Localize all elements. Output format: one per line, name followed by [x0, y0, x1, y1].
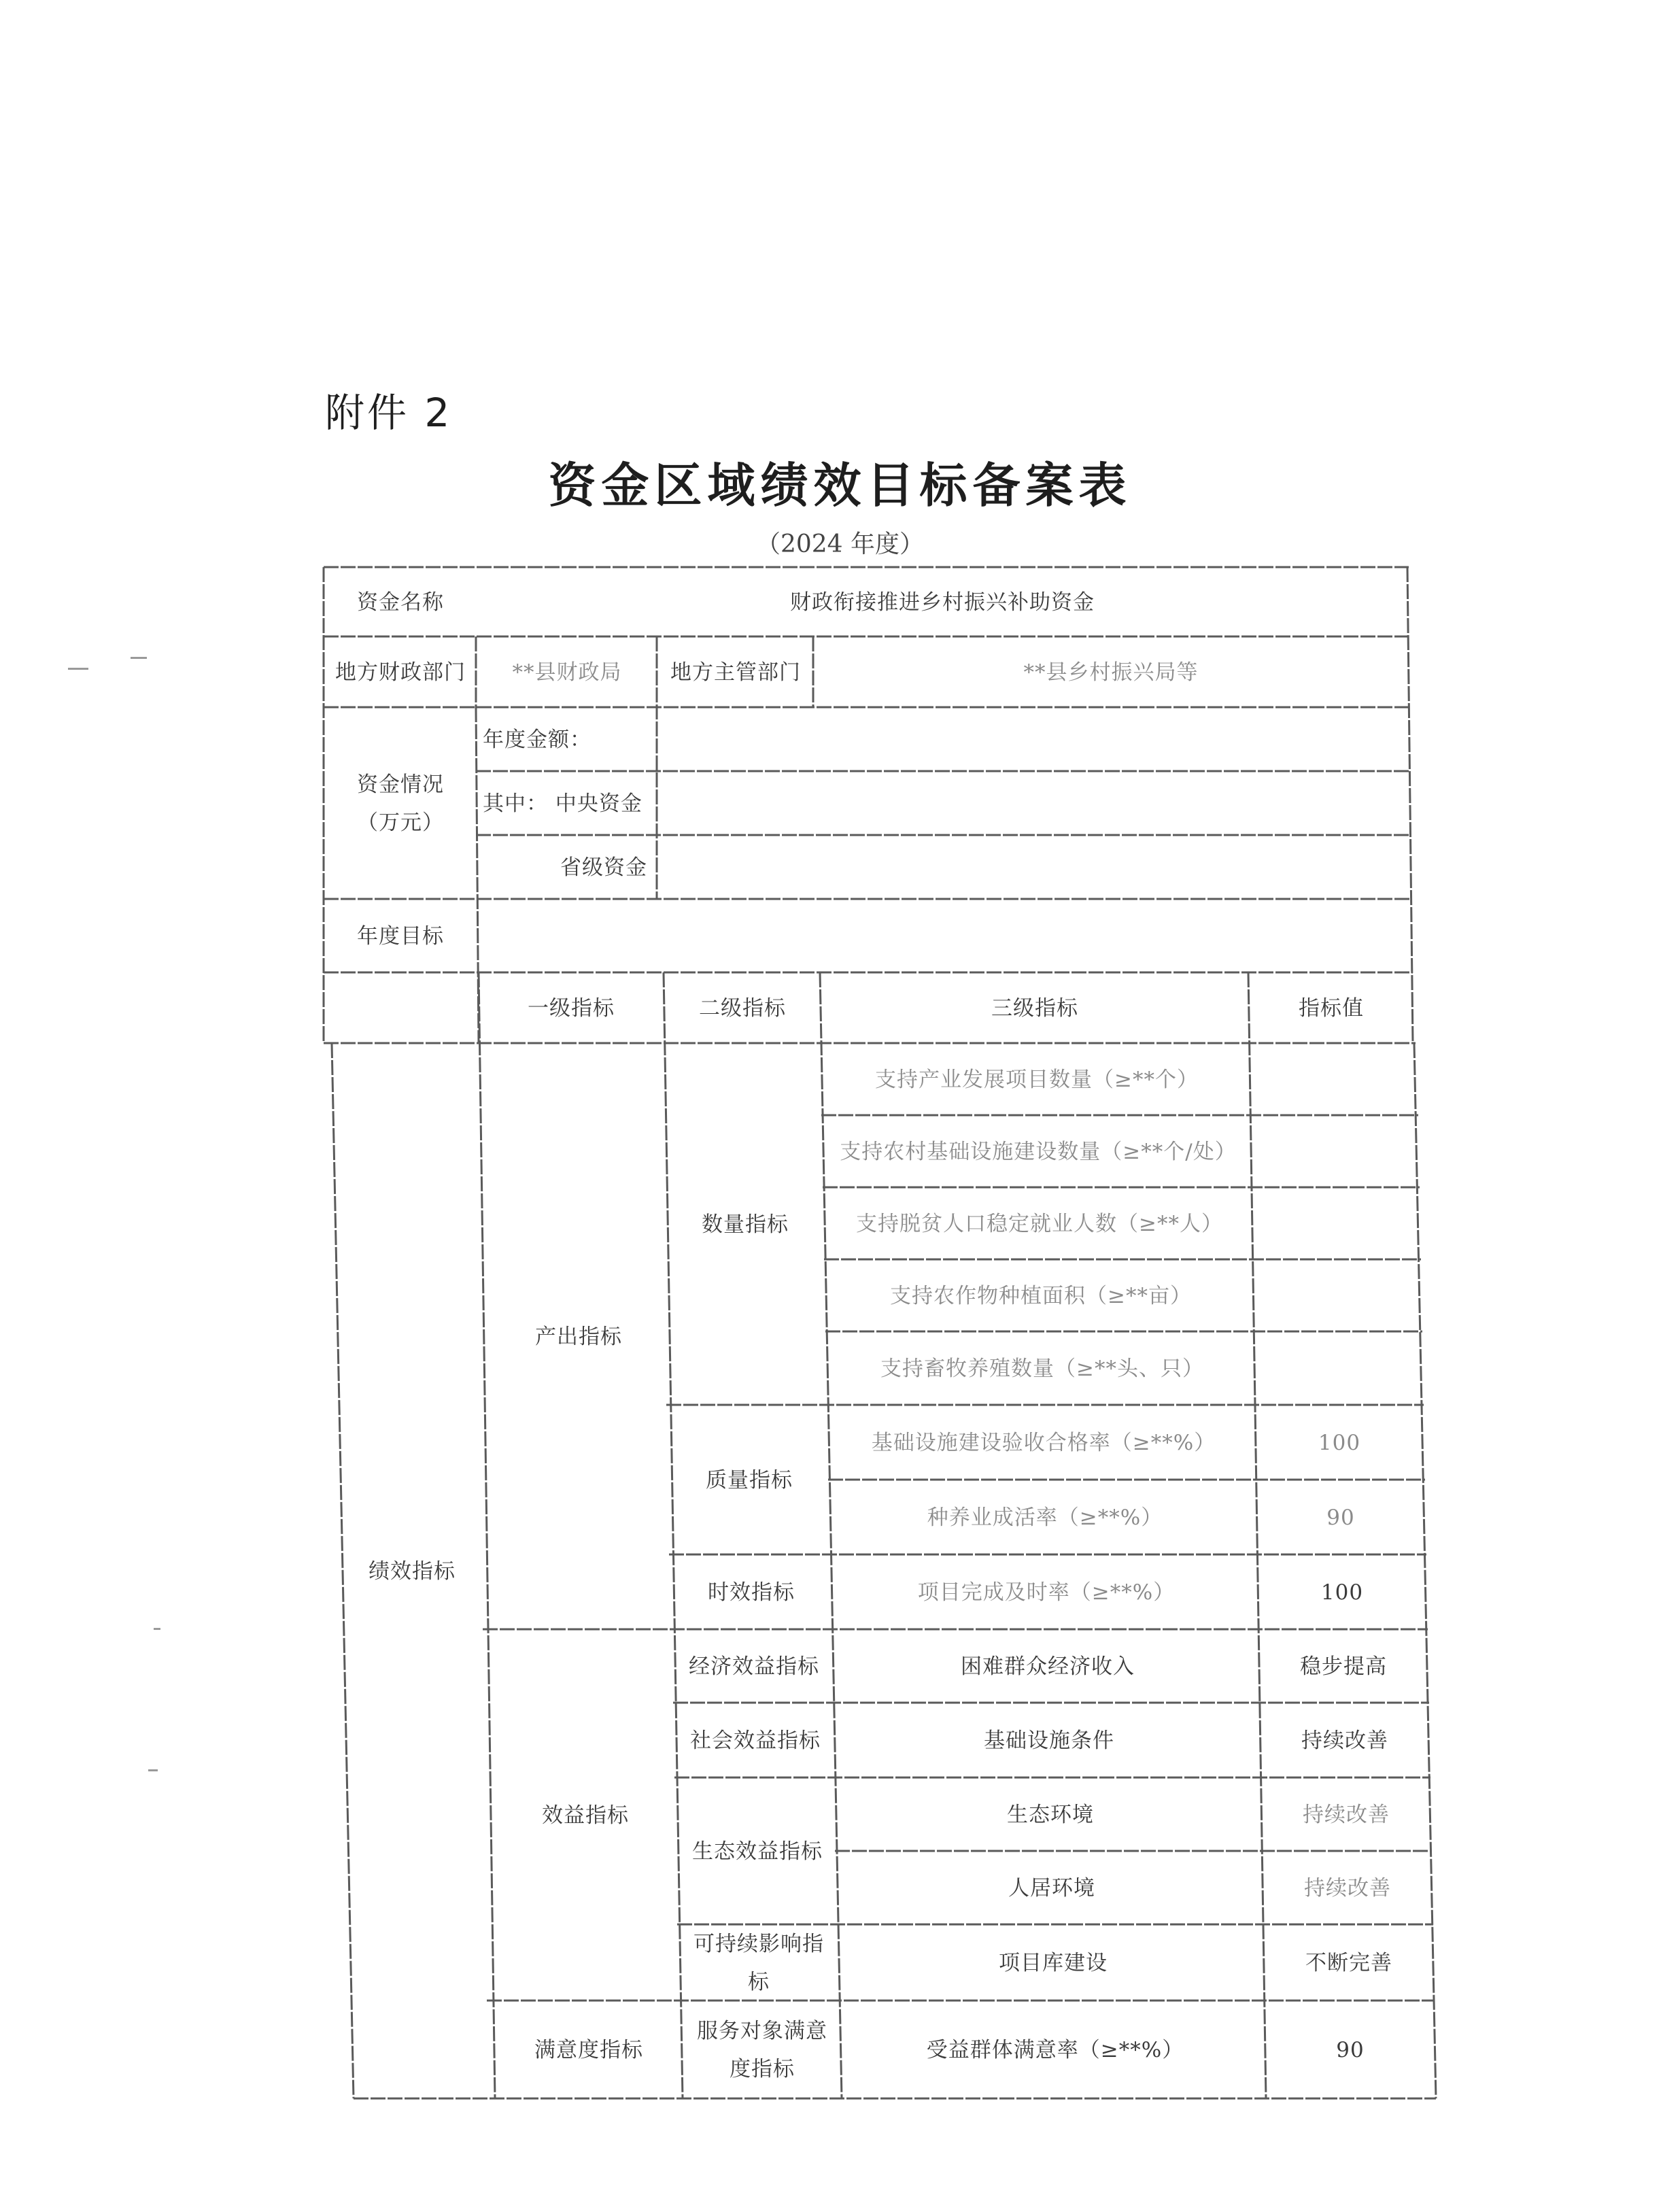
indicator-name: 支持畜牧养殖数量（≥**头、只） [880, 1357, 1204, 1381]
indicator-value: 90 [1336, 2038, 1365, 2062]
satisfaction-indicator-label: 满意度指标 [534, 2038, 643, 2062]
attachment-label: 附件 2 [325, 390, 453, 436]
indicator-name: 基础设施建设验收合格率（≥**%） [871, 1431, 1216, 1455]
annual-amount-label: 年度金额： [483, 728, 592, 752]
indicator-value: 稳步提高 [1300, 1654, 1387, 1679]
header-level1: 一级指标 [528, 996, 615, 1021]
indicator-name: 项目库建设 [999, 1951, 1108, 1975]
indicator-name: 基础设施条件 [984, 1729, 1114, 1753]
indicator-value: 持续改善 [1301, 1729, 1388, 1753]
service-satisfaction-label: 服务对象满意度指标 [697, 2019, 827, 2081]
indicator-value: 90 [1326, 1505, 1355, 1530]
year-subtitle: （2024 年度） [755, 530, 925, 558]
indicator-name: 项目完成及时率（≥**%） [917, 1580, 1176, 1605]
economic-benefit-label: 经济效益指标 [689, 1654, 819, 1679]
indicator-name: 支持产业发展项目数量（≥**个） [875, 1068, 1199, 1092]
page-title: 资金区域绩效目标备案表 [548, 458, 1132, 513]
benefit-indicator-label: 效益指标 [542, 1803, 629, 1828]
local-finance-label: 地方财政部门 [335, 660, 466, 685]
indicator-name: 支持农作物种植面积（≥**亩） [890, 1284, 1192, 1308]
local-finance-value: **县财政局 [512, 660, 622, 685]
quality-indicator-label: 质量指标 [706, 1468, 793, 1493]
fund-name-value: 财政衔接推进乡村振兴补助资金 [790, 590, 1095, 615]
indicator-value: 100 [1320, 1580, 1364, 1605]
timeliness-indicator-label: 时效指标 [708, 1580, 795, 1605]
indicator-name: 人居环境 [1008, 1876, 1095, 1901]
sustainable-impact-label: 可持续影响指标 [693, 1932, 824, 1994]
header-value: 指标值 [1299, 996, 1364, 1021]
indicator-value: 不断完善 [1305, 1951, 1392, 1975]
header-level2: 二级指标 [699, 996, 786, 1021]
ecological-benefit-label: 生态效益指标 [692, 1839, 823, 1864]
fund-name-label: 资金名称 [357, 590, 444, 615]
indicator-name: 受益群体满意率（≥**%） [926, 2038, 1184, 2062]
indicator-value: 100 [1318, 1431, 1361, 1455]
indicator-value: 持续改善 [1303, 1803, 1390, 1827]
central-funds-label: 其中： 中央资金 [483, 792, 642, 816]
local-authority-value: **县乡村振兴局等 [1023, 660, 1199, 685]
annual-target-label: 年度目标 [357, 924, 444, 949]
indicator-name: 生态环境 [1007, 1803, 1094, 1827]
header-level3: 三级指标 [991, 996, 1078, 1021]
indicator-name: 支持脱贫人口稳定就业人数（≥**人） [856, 1212, 1223, 1236]
indicator-value: 持续改善 [1304, 1876, 1391, 1901]
provincial-funds-label: 省级资金 [560, 855, 647, 880]
social-benefit-label: 社会效益指标 [690, 1729, 821, 1753]
output-indicator-label: 产出指标 [535, 1325, 622, 1349]
local-authority-label: 地方主管部门 [670, 660, 801, 685]
indicator-name: 种养业成活率（≥**%） [927, 1505, 1163, 1530]
funds-label: 资金情况（万元） [357, 772, 444, 835]
indicator-name: 支持农村基础设施建设数量（≥**个/处） [840, 1140, 1237, 1164]
indicator-name: 困难群众经济收入 [961, 1654, 1135, 1679]
quantity-indicator-label: 数量指标 [702, 1212, 789, 1237]
performance-group-label: 绩效指标 [368, 1559, 456, 1584]
